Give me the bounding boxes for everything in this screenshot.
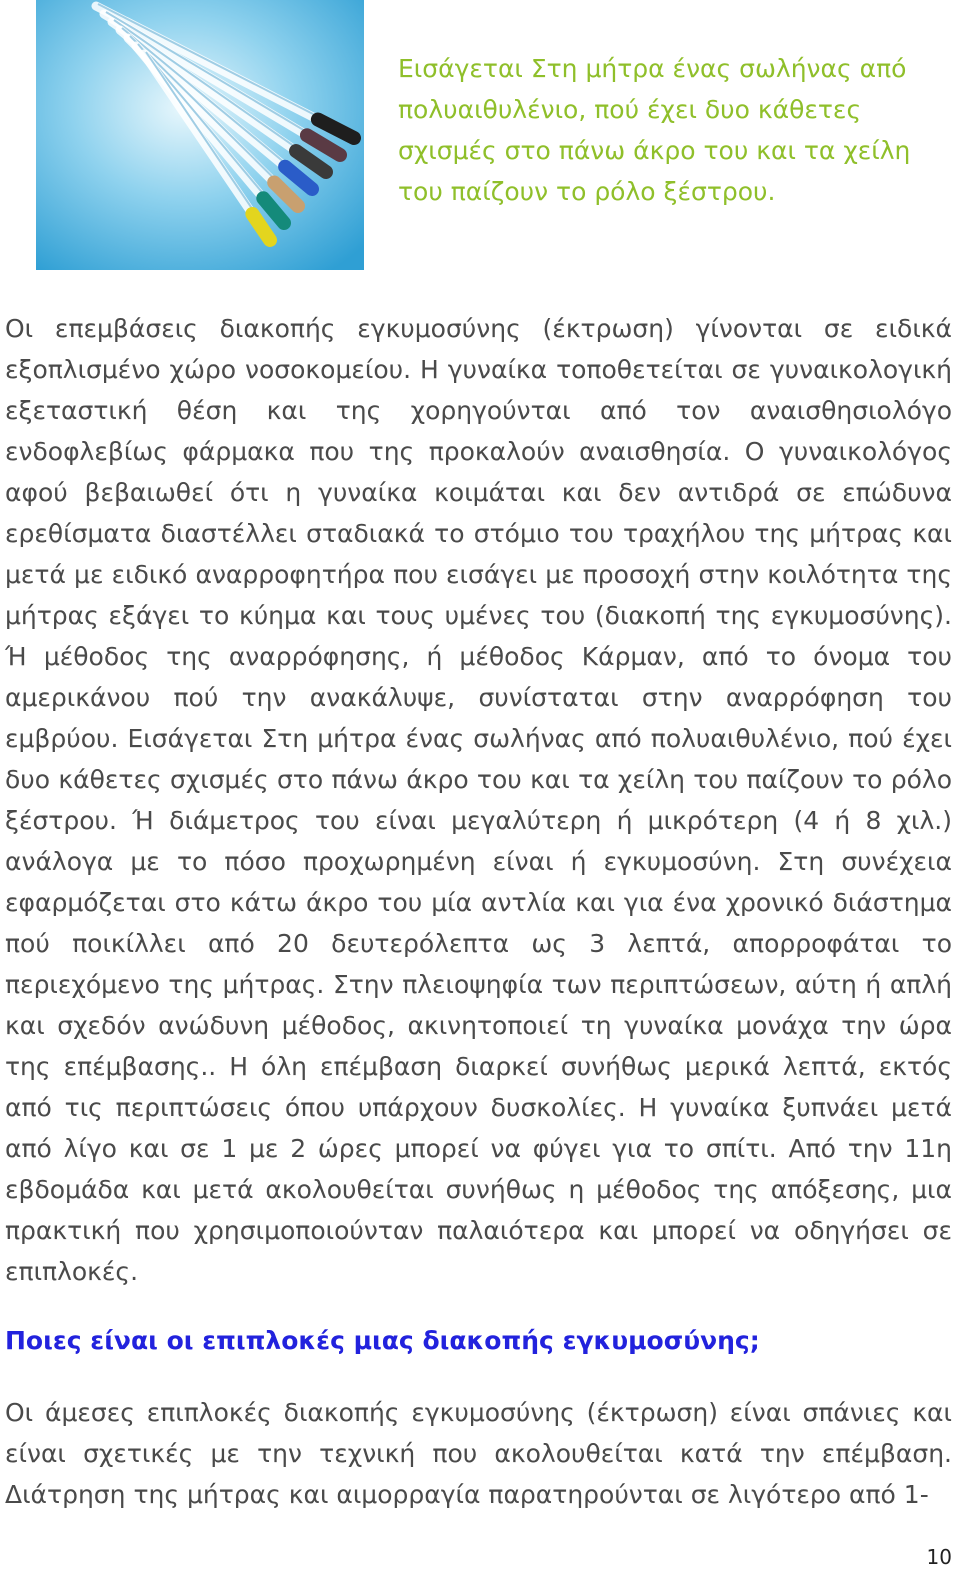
page-number: 10 xyxy=(926,1545,952,1569)
body-paragraph-procedure: Οι επεμβάσεις διακοπής εγκυμοσύνης (έκτρωση) γίνονται σε ειδικά εξοπλισμένο χώρο νοσοκομείου. Η γυναίκα τοποθετείται σε γυναικολογική εξεταστική θέση και της χορηγούνται από τον αναισθησιολόγο ενδοφλεβίως φάρμακα που της προκαλούν αναισθησία. Ο γυναικολόγος αφού βεβαιωθεί ότι η γυναίκα κοιμάται και δεν αντιδρά σε επώδυνα ερεθίσματα διαστέλλει σταδιακά το στόμιο του τραχήλου της μήτρας και μετά με ειδικό αναρροφητήρα που εισάγει με προσοχή στην κοιλότητα της μήτρας εξάγει το κύημα και τους υμένες του (διακοπή της εγκυμοσύνης). Ή μέθοδος της αναρρόφησης, ή μέθοδος Κάρμαν, από το όνομα του αμερικάνου πού την ανακάλυψε, συνίσταται στην αναρρόφηση του εμβρύου. Εισάγεται Στη μήτρα ένας σωλήνας από πολυαιθυλένιο, πού έχει δυο κάθετες σχισμές στο πάνω άκρο του και τα χείλη του παίζουν το ρόλο ξέστρου. Ή διάμετρος του είναι μεγαλύτερη ή μικρότερη (4 ή 8 χιλ.) ανάλογα με το πόσο προχωρημένη είναι ή εγκυμοσύνη. Στη συνέχεια εφαρμόζεται στο κάτω άκρο του μία αντλία και για ένα χρονικό διάστημα πού ποικίλλει από 20 δευτερόλεπτα ως 3 λεπτά, απορροφάται το περιεχόμενο της μήτρας. Στην πλειοψηφία των περιπτώσεων, αύτη ή απλή και σχεδόν ανώδυνη μέθοδος, ακινητοποιεί τη γυναίκα μονάχα την ώρα της επέμβασης.. Η όλη επέμβαση διαρκεί συνήθως μερικά λεπτά, εκτός από τις περιπτώσεις όπου υπάρχουν δυσκολίες. Η γυναίκα ξυπνάει μετά από λίγο και σε 1 με 2 ώρες μπορεί να φύγει για το σπίτι. Από την 11η εβδομάδα και μετά ακολουθείται συνήθως η μέθοδος της απόξεσης, μια πρακτική που χρησιμοποιούνταν παλαιότερα και μπορεί να οδηγήσει σε επιπλοκές. xyxy=(5,314,952,1286)
suction-tubes-image xyxy=(36,0,364,270)
image-caption: Εισάγεται Στη μήτρα ένας σωλήνας από πολυαιθυλένιο, πού έχει δυο κάθετες σχισμές στο πάνω άκρο του και τα χείλη του παίζουν το ρόλο ξέστρου. xyxy=(398,54,911,206)
section-heading-complications: Ποιες είναι οι επιπλοκές μιας διακοπής εγκυμοσύνης; xyxy=(5,1326,760,1355)
body-paragraph-complications: Οι άμεσες επιπλοκές διακοπής εγκυμοσύνης (έκτρωση) είναι σπάνιες και είναι σχετικές με την τεχνική που ακολουθείται κατά την επέμβαση. Διάτρηση της μήτρας και αιμορραγία παρατηρούνται σε λιγότερο από 1- xyxy=(5,1398,952,1509)
